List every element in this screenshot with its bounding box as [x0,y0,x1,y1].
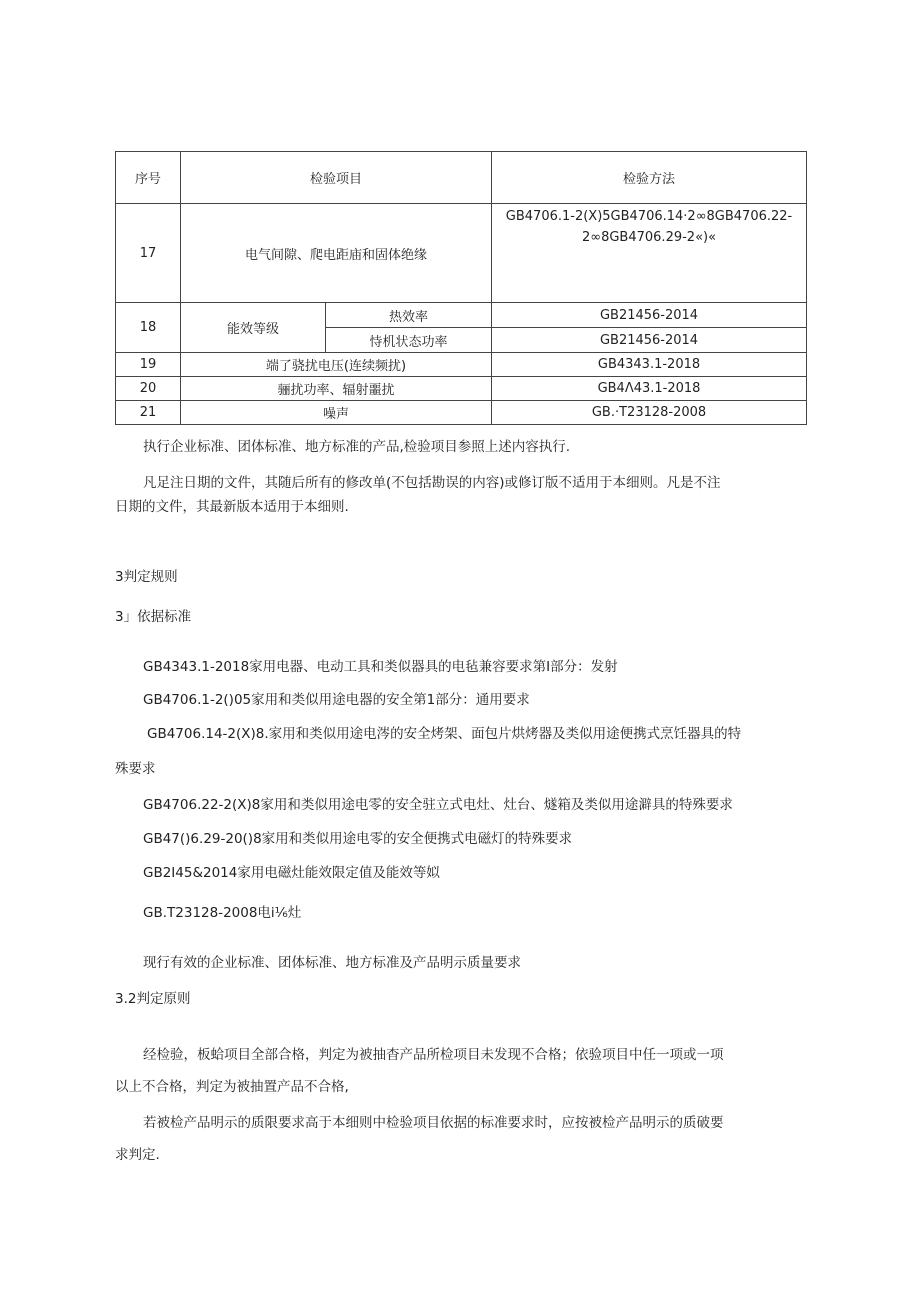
table-header-row [116,152,807,204]
row-item: 电气间隙、爬电距庙和固体绝缘 [181,204,492,303]
dated-note-line2: 日期的文件，其最新版本适用于本细则. [115,499,349,515]
row-method: GB21456-2014 [492,303,807,328]
inspection-table [115,151,807,425]
exec-note: 执行企业标准、团体标准、地方标准的产品,检验项目参照上述内容执行. [143,439,571,455]
standard-item: GB4706.1-2()05家用和类似用途电器的安全第1部分：通用要求 [143,692,530,708]
row-item: 能效等级 [181,303,326,353]
row-no: 18 [116,303,181,353]
standard-item-cont: 殊要求 [115,761,156,777]
row-subitem: 恃机状态功率 [326,328,492,353]
rule-paragraph-2-line2: 求判定. [115,1147,160,1163]
standard-item: GB2I45&2014家用电磁灶能效限定值及能效等姒 [143,865,440,881]
standard-item: GB47()6.29-20()8家用和类似用途电零的安全便携式电磁灯的特殊要求 [143,831,573,847]
dated-note-line1: 凡足注日期的文件，其随后所有的修改单(不包括勘误的内容)或修订版不适用于本细则。凡是不注 [143,475,721,491]
rule-paragraph-1-line2: 以上不合格，判定为被抽置产品不合格, [115,1079,349,1095]
standard-item: GB4706.14-2(X)8.家用和类似用途电涔的安全烤架、面包片烘烤器及类似用途便携式烹饪器具的特 [147,726,742,742]
standard-item: GB4706.22-2(X)8家用和类似用途电零的安全驻立式电灶、灶台、燧箱及类似用途澼具的特殊要求 [143,797,733,813]
rule-paragraph-2-line1: 若被检产品明示的质限要求高于本细则中检验项目依据的标准要求时，应按被检产品明示的质破要 [143,1115,724,1131]
row-no: 17 [116,204,181,303]
row-method: GB4706.1-2(X)5GB4706.14·2∞8GB4706.22-2∞8GB4706.29-2«)« [492,204,807,303]
row-method: GB.·T23128-2008 [492,401,807,425]
section-heading-3-2: 3.2判定原则 [115,991,191,1007]
standard-item: 现行有效的企业标准、团体标准、地方标准及产品明示质量要求 [143,955,521,971]
table-row [116,204,807,303]
row-subitem: 热效率 [326,303,492,328]
row-no: 20 [116,377,181,401]
section-heading-3-1: 3」依据标准 [115,609,192,625]
row-item: 噪声 [181,401,492,425]
header-method: 检验方法 [492,152,807,204]
row-method: GB21456-2014 [492,328,807,353]
row-method: GB4Λ43.1-2018 [492,377,807,401]
table-row [116,377,807,401]
rule-paragraph-1-line1: 经检验，板蛤项目全部合格，判定为被抽杳产品所检项目未发现不合格；依验项目中任一项或一项 [143,1047,724,1063]
row-method: GB4343.1-2018 [492,353,807,377]
table-row [116,303,807,328]
row-no: 21 [116,401,181,425]
row-no: 19 [116,353,181,377]
row-item: 端了骁扰电压(连续频扰) [181,353,492,377]
standard-item: GB4343.1-2018家用电器、电动工具和类似器具的电毡兼容要求第I部分：发射 [143,659,618,675]
section-heading-3: 3判定规则 [115,569,178,585]
header-item: 检验项目 [181,152,492,204]
table-row [116,401,807,425]
header-no: 序号 [116,152,181,204]
standard-item: GB.T23128-2008电i⅙灶 [143,905,302,921]
row-item: 骊扰功率、辐射噩扰 [181,377,492,401]
table-row [116,353,807,377]
